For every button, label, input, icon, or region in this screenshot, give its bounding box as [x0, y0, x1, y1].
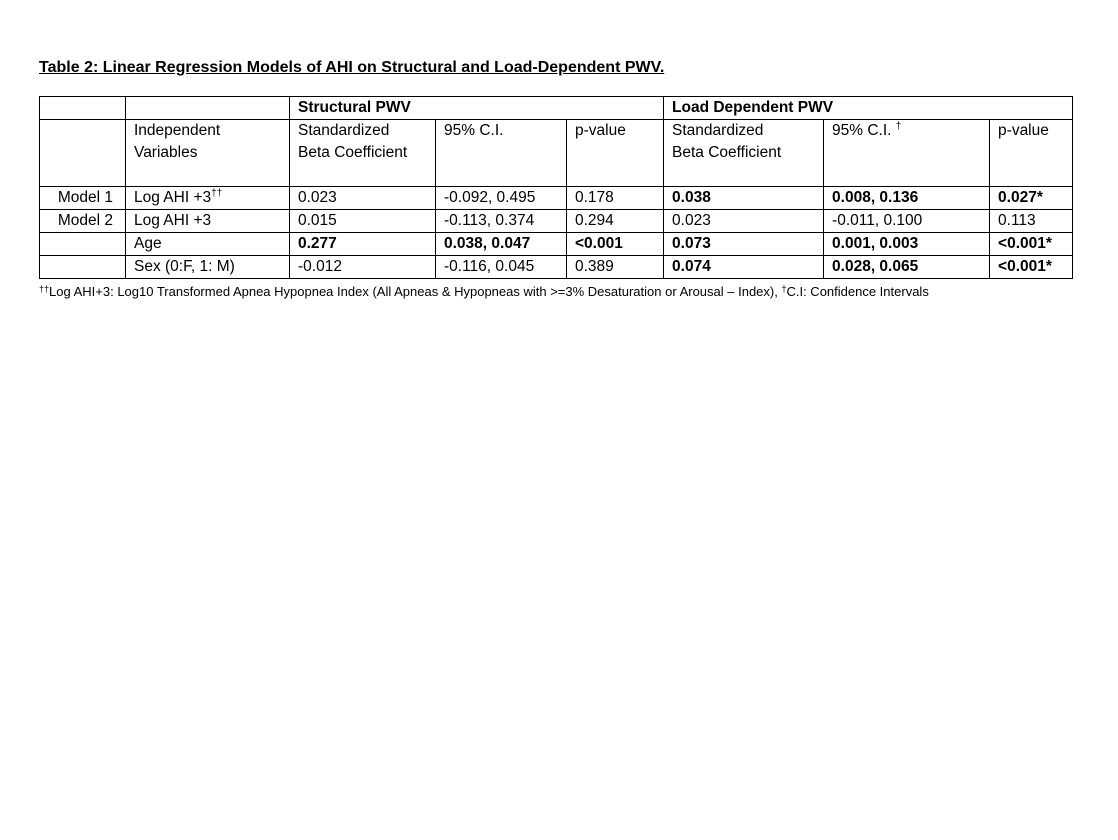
- model-label: Model 1: [40, 187, 126, 210]
- load-beta-cell: 0.073: [664, 233, 824, 256]
- model-label: [40, 233, 126, 256]
- load-ci-cell: 0.028, 0.065: [824, 256, 990, 279]
- structural-beta-header: [290, 120, 436, 187]
- dagger-mark: †: [895, 121, 902, 132]
- regression-table: [39, 96, 1073, 279]
- load-beta-cell: 0.074: [664, 256, 824, 279]
- load-pvalue-header: p-value: [990, 120, 1073, 187]
- load-ci-cell: -0.011, 0.100: [824, 210, 990, 233]
- structural-pvalue-cell: 0.294: [567, 210, 664, 233]
- table-row: [40, 210, 1073, 233]
- load-ci-header: [824, 120, 990, 187]
- load-pvalue-cell: <0.001*: [990, 233, 1073, 256]
- footnote-text: Log AHI+3: Log10 Transformed Apnea Hypopnea Index (All Apneas & Hypopneas with >=3% Desaturation or Arousal – Index),: [49, 284, 782, 299]
- variable-name: Log AHI +3: [134, 189, 212, 206]
- load-ci-cell: 0.001, 0.003: [824, 233, 990, 256]
- load-beta-cell: 0.023: [664, 210, 824, 233]
- load-beta-cell: 0.038: [664, 187, 824, 210]
- structural-ci-cell: 0.038, 0.047: [436, 233, 567, 256]
- model-label: [40, 256, 126, 279]
- header-line: Standardized: [672, 122, 764, 139]
- table-title: Table 2: Linear Regression Models of AHI on Structural and Load-Dependent PWV.: [39, 59, 665, 76]
- variable-cell: [126, 187, 290, 210]
- variable-cell: Log AHI +3: [126, 210, 290, 233]
- structural-pvalue-cell: 0.178: [567, 187, 664, 210]
- table-row: [40, 233, 1073, 256]
- structural-beta-cell: -0.012: [290, 256, 436, 279]
- double-dagger-mark: ††: [39, 284, 50, 294]
- table-footnote: [39, 284, 929, 300]
- load-beta-header: [664, 120, 824, 187]
- group-header-row: [40, 97, 1073, 120]
- header-line: Beta Coefficient: [672, 144, 782, 161]
- header-line: Independent: [134, 122, 221, 139]
- variable-cell: Age: [126, 233, 290, 256]
- structural-beta-cell: 0.015: [290, 210, 436, 233]
- structural-ci-cell: -0.092, 0.495: [436, 187, 567, 210]
- load-dependent-pwv-header: Load Dependent PWV: [664, 97, 1073, 120]
- structural-beta-cell: 0.023: [290, 187, 436, 210]
- variable-cell: Sex (0:F, 1: M): [126, 256, 290, 279]
- load-pvalue-cell: 0.027*: [990, 187, 1073, 210]
- structural-beta-cell: 0.277: [290, 233, 436, 256]
- header-line: Variables: [134, 144, 198, 161]
- table-row: [40, 256, 1073, 279]
- load-pvalue-cell: 0.113: [990, 210, 1073, 233]
- footnote-text: C.I: Confidence Intervals: [786, 284, 929, 299]
- double-dagger-mark: ††: [211, 188, 223, 199]
- structural-pvalue-cell: <0.001: [567, 233, 664, 256]
- dagger-mark: †: [781, 284, 787, 294]
- structural-pvalue-cell: 0.389: [567, 256, 664, 279]
- structural-pvalue-header: p-value: [567, 120, 664, 187]
- independent-variables-header: [126, 120, 290, 187]
- model-label: Model 2: [40, 210, 126, 233]
- empty-cell: [40, 120, 126, 187]
- structural-ci-cell: -0.116, 0.045: [436, 256, 567, 279]
- empty-cell: [40, 97, 126, 120]
- header-text: 95% C.I.: [832, 122, 892, 139]
- header-line: Beta Coefficient: [298, 144, 408, 161]
- header-line: Standardized: [298, 122, 390, 139]
- structural-ci-header: 95% C.I.: [436, 120, 567, 187]
- load-pvalue-cell: <0.001*: [990, 256, 1073, 279]
- column-header-row: [40, 120, 1073, 187]
- load-ci-cell: 0.008, 0.136: [824, 187, 990, 210]
- structural-ci-cell: -0.113, 0.374: [436, 210, 567, 233]
- structural-pwv-header: Structural PWV: [290, 97, 664, 120]
- empty-cell: [126, 97, 290, 120]
- table-row: [40, 187, 1073, 210]
